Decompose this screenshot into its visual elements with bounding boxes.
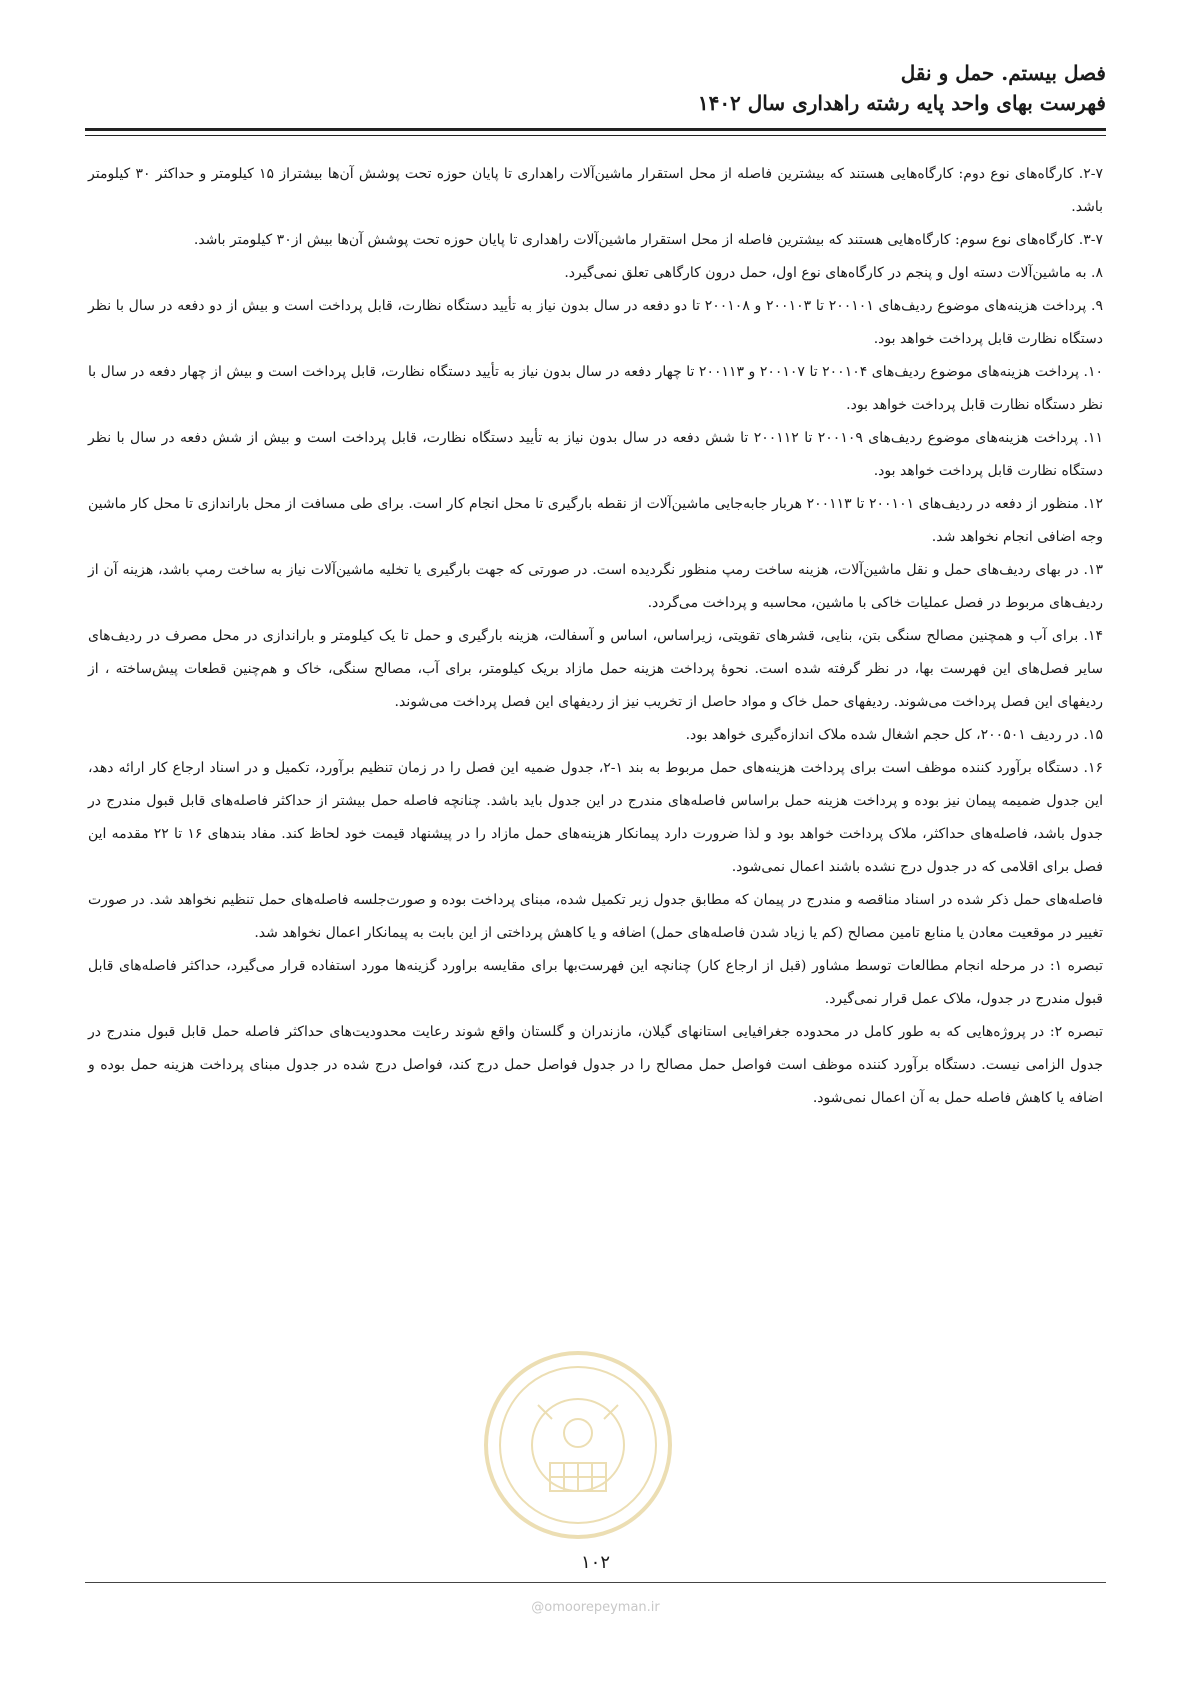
note-1: تبصره ۱: در مرحله انجام مطالعات توسط مشاور (قبل از ارجاع کار) چنانچه این فهرست‌بها برای مقایسه براورد گزینه‌ها مورد استفاده قرار می‌گیرد، حداکثر فاصله‌های قابل قبول مندرج در جدول، ملاک عمل قرار نمی‌گیرد. — [88, 958, 1103, 1007]
paragraph-8: ۸. به ماشین‌آلات دسته اول و پنجم در کارگاه‌های نوع اول، حمل درون کارگاهی تعلق نمی‌گیرد. — [564, 265, 1103, 281]
paragraph-12: ۱۲. منظور از دفعه در ردیف‌های ۲۰۰۱۰۱ تا ۲۰۰۱۱۳ هربار جابه‌جایی ماشین‌آلات از نقطه بارگیری تا محل انجام کار است. برای طی مسافت از محل باراندازی تا محل کار ماشین وجه اضافی انجام نخواهد شد. — [88, 496, 1104, 545]
body-text — [88, 158, 1103, 1115]
paragraph-9: ۹. پرداخت هزینه‌های موضوع ردیف‌های ۲۰۰۱۰۱ تا ۲۰۰۱۰۳ و ۲۰۰۱۰۸ تا دو دفعه در سال بدون نیاز به تأیید دستگاه نظارت، قابل پرداخت است و بیش از دو دفعه در سال با نظر دستگاه نظارت قابل پرداخت خواهد بود. — [88, 298, 1104, 347]
paragraph-15: ۱۵. در ردیف ۲۰۰۵۰۱، کل حجم اشغال شده ملاک اندازه‌گیری خواهد بود. — [685, 727, 1103, 743]
paragraph-7-3: ۳-۷. کارگاه‌های نوع سوم: کارگاه‌هایی هستند که بیشترین فاصله از محل استقرار ماشین‌آلات راهداری تا پایان حوزه تحت پوشش آن‌ها بیش از۳۰ کیلومتر باشد. — [193, 232, 1103, 248]
paragraph-13: ۱۳. در بهای ردیف‌های حمل و نقل ماشین‌آلات، هزینه ساخت رمپ منظور نگردیده است. در صورتی که جهت بارگیری یا تخلیه ماشین‌آلات نیاز به ساخت رمپ باشد، هزینه آن از ردیف‌های مربوط در فصل عملیات خاکی با ماشین، محاسبه و پرداخت می‌گردد. — [88, 562, 1103, 611]
chapter-title: فصل بیستم. حمل و نقل — [900, 61, 1106, 85]
page-header — [85, 58, 1106, 118]
paragraph-16: ۱۶. دستگاه برآورد کننده موظف است برای پرداخت هزینه‌های حمل مربوط به بند ۱-۲، جدول ضمیه این فصل را در زمان تنظیم برآورد، تکمیل و در اسناد ارجاع کار ارائه دهد، این جدول ضمیمه پیمان نیز بوده و پرداخت هزینه حمل براساس فاصله‌های مندرج در این جدول باید باشد. چنانچه فاصله حمل بیشتر از حداکثر فاصله‌های قابل قبول مندرج در جدول باشد، فاصله‌های حداکثر، ملاک پرداخت خواهد بود و لذا ضرورت دارد پیمانکار هزینه‌های حمل مازاد را در پیشنهاد قیمت خود لحاظ کند. مفاد بندهای ۱۶ تا ۲۲ مقدمه این فصل برای اقلامی که در جدول درج نشده باشند اعمال نمی‌شود. — [88, 760, 1103, 875]
seal-stamp-icon — [478, 1345, 678, 1545]
paragraph-transport-distances: فاصله‌های حمل ذکر شده در اسناد مناقصه و مندرج در پیمان که مطابق جدول زیر تکمیل شده، مبنای پرداخت بوده و صورت‌جلسه فاصله‌های حمل تنظیم نخواهد شد. در صورت تغییر در موقعیت معادن یا منابع تامین مصالح (کم یا زیاد شدن فاصله‌های حمل) اضافه و یا کاهش پرداختی از این بابت به پیمانکار اعمال نخواهد شد. — [88, 892, 1103, 941]
paragraph-10: ۱۰. پرداخت هزینه‌های موضوع ردیف‌های ۲۰۰۱۰۴ تا ۲۰۰۱۰۷ و ۲۰۰۱۱۳ تا چهار دفعه در سال بدون نیاز به تأیید دستگاه نظارت، قابل پرداخت است و بیش از چهار دفعه در سال با نظر دستگاه نظارت قابل پرداخت خواهد بود. — [88, 364, 1103, 413]
document-subtitle: فهرست بهای واحد پایه رشته راهداری سال ۱۴۰۲ — [697, 91, 1106, 115]
header-rule-thick — [85, 128, 1106, 131]
paragraph-11: ۱۱. پرداخت هزینه‌های موضوع ردیف‌های ۲۰۰۱۰۹ تا ۲۰۰۱۱۲ تا شش دفعه در سال بدون نیاز به تأیید دستگاه نظارت، قابل پرداخت است و بیش از شش دفعه در سال با نظر دستگاه نظارت قابل پرداخت خواهد بود. — [88, 430, 1104, 479]
header-rule-thin — [85, 135, 1106, 136]
footer-rule — [85, 1582, 1106, 1583]
page-number: ۱۰۲ — [580, 1552, 610, 1573]
paragraph-14: ۱۴. برای آب و همچنین مصالح سنگی بتن، بنایی، قشرهای تقویتی، زیراساس، اساس و آسفالت، هزینه بارگیری و حمل تا یک کیلومتر و باراندازی در محل مصرف در ردیف‌های سایر فصل‌های این فهرست بها، در نظر گرفته شده است. نحوهٔ پرداخت هزینه حمل مازاد بریک کیلومتر، برای آب، مصالح سنگی، خاک و هم‌چنین قطعات پیش‌ساخته ، از ردیفهای این فصل پرداخت می‌شوند. ردیفهای حمل خاک و مواد حاصل از تخریب نیز از ردیفهای این فصل پرداخت می‌شوند. — [88, 628, 1103, 710]
watermark-text: @omoorepeyman.ir — [531, 1600, 660, 1615]
note-2: تبصره ۲: در پروژه‌هایی که به طور کامل در محدوده جغرافیایی استانهای گیلان، مازندران و گلستان واقع شوند رعایت محدودیت‌های حداکثر فاصله حمل قابل قبول مندرج در جدول الزامی نیست. دستگاه برآورد کننده موظف است فواصل حمل مصالح را در جدول فواصل حمل درج کند، فواصل درج شده در جدول مبنای پرداخت هزینه حمل بوده و اضافه یا کاهش فاصله حمل به آن اعمال نمی‌شود. — [88, 1024, 1103, 1106]
paragraph-7-2: ۲-۷. کارگاه‌های نوع دوم: کارگاه‌هایی هستند که بیشترین فاصله از محل استقرار ماشین‌آلات راهداری تا پایان حوزه تحت پوشش آن‌ها بیشتراز ۱۵ کیلومتر و حداکثر ۳۰ کیلومتر باشد. — [88, 166, 1103, 215]
